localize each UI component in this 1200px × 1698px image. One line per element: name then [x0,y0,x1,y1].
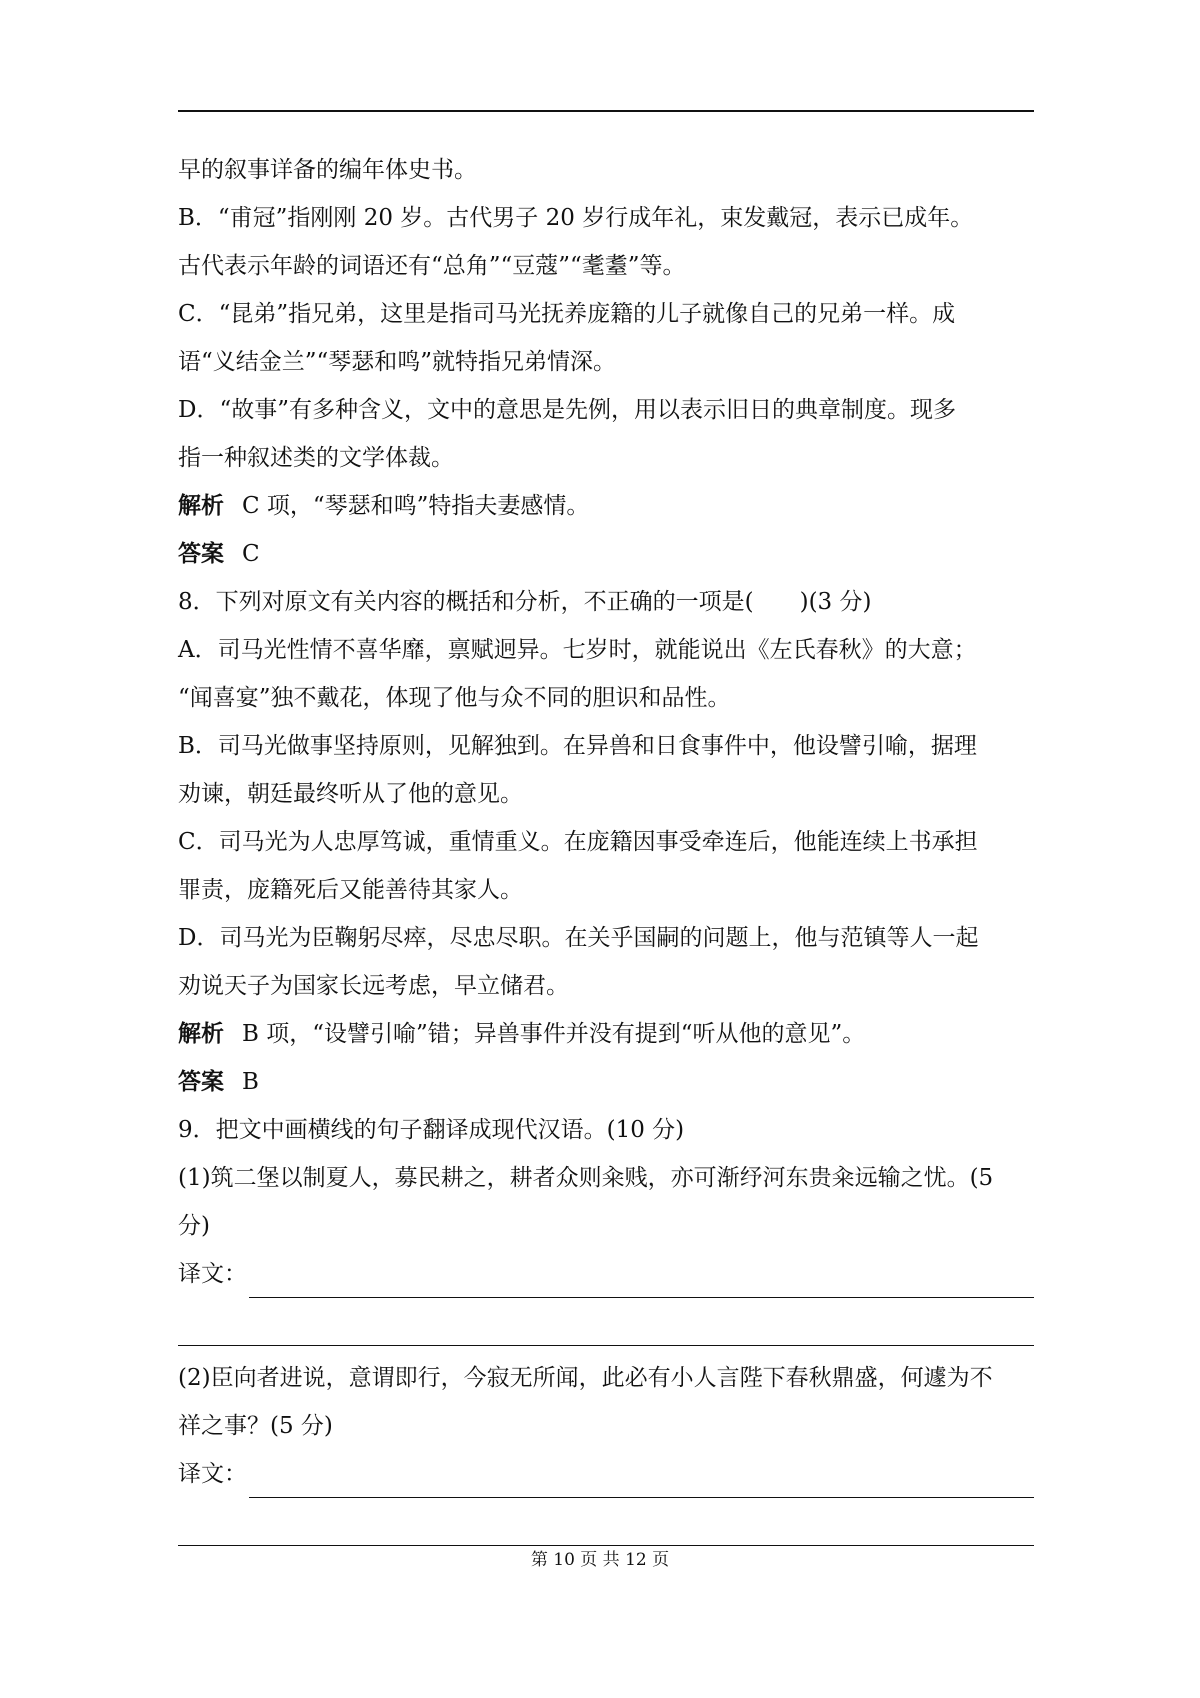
q7-answer [178,530,1034,578]
page-footer: 第 10 页 共 12 页 [530,1550,670,1570]
q9-1-line-2: 分) [178,1213,210,1239]
q8-title: 8．下列对原文有关内容的概括和分析，不正确的一项是( )(3 分) [178,589,872,615]
translation-blank[interactable] [249,1467,1034,1498]
option-b-line-2: 古代表示年龄的词语还有“总角”“豆蔻”“耄耋”等。 [178,253,686,279]
page-content [178,146,1034,1554]
q8-option-a-line-1: A．司马光性情不喜华靡，禀赋迥异。七岁时，就能说出《左氏春秋》的大意； [178,637,977,663]
option-b-line-1: B．“甫冠”指刚刚 20 岁。古代男子 20 岁行成年礼，束发戴冠，表示已成年。 [178,205,974,231]
option-d-line-1: D．“故事”有多种含义，文中的意思是先例，用以表示旧日的典章制度。现多 [178,397,956,423]
q9-2-line-2: 祥之事？(5 分) [178,1413,333,1439]
q7-analysis [178,482,1034,530]
q8-option-c-line-2: 罪责，庞籍死后又能善待其家人。 [178,877,523,903]
q8-option-d-line-2: 劝说天子为国家长远考虑，早立储君。 [178,973,569,999]
q9-1-line-1: (1)筑二堡以制夏人，募民耕之，耕者众则籴贱，亦可渐纾河东贵籴远输之忧。(5 [178,1165,994,1191]
option-c-line-2: 语“义结金兰”“琴瑟和鸣”就特指兄弟情深。 [178,349,617,375]
q8-option-a-line-2: “闻喜宴”独不戴花，体现了他与众不同的胆识和品性。 [178,685,731,711]
answer-label: 答案 [178,1069,224,1095]
translation-blank-continued[interactable] [178,1298,1034,1346]
q8-analysis [178,1010,1034,1058]
analysis-label: 解析 [178,1021,224,1047]
header-rule [178,110,1034,112]
answer-text: C [242,541,260,567]
translation-label: 译文： [178,1261,247,1287]
q8-option-b-line-1: B．司马光做事坚持原则，见解独到。在异兽和日食事件中，他设譬引喻，据理 [178,733,977,759]
q8-option-c-line-1: C．司马光为人忠厚笃诚，重情重义。在庞籍因事受牵连后，他能连续上书承担 [178,829,978,855]
translation-row-1 [178,1250,1034,1298]
q8-answer [178,1058,1034,1106]
option-d-line-2: 指一种叙述类的文学体裁。 [178,445,454,471]
option-c-line-1: C．“昆弟”指兄弟，这里是指司马光抚养庞籍的儿子就像自己的兄弟一样。成 [178,301,956,327]
q8-option-b-line-2: 劝谏，朝廷最终听从了他的意见。 [178,781,523,807]
translation-blank-continued[interactable] [178,1498,1034,1546]
q9-2-line-1: (2)臣向者进说，意谓即行，今寂无所闻，此必有小人言陛下春秋鼎盛，何遽为不 [178,1365,993,1391]
analysis-label: 解析 [178,493,224,519]
translation-row-2 [178,1450,1034,1498]
translation-label: 译文： [178,1461,247,1487]
analysis-text: C 项，“琴瑟和鸣”特指夫妻感情。 [242,493,590,519]
text-line: 早的叙事详备的编年体史书。 [178,157,477,183]
answer-label: 答案 [178,541,224,567]
answer-text: B [242,1069,259,1095]
analysis-text: B 项，“设譬引喻”错；异兽事件并没有提到“听从他的意见”。 [242,1021,866,1047]
translation-blank[interactable] [249,1267,1034,1298]
q9-title: 9．把文中画横线的句子翻译成现代汉语。(10 分) [178,1117,685,1143]
q8-option-d-line-1: D．司马光为臣鞠躬尽瘁，尽忠尽职。在关乎国嗣的问题上，他与范镇等人一起 [178,925,979,951]
